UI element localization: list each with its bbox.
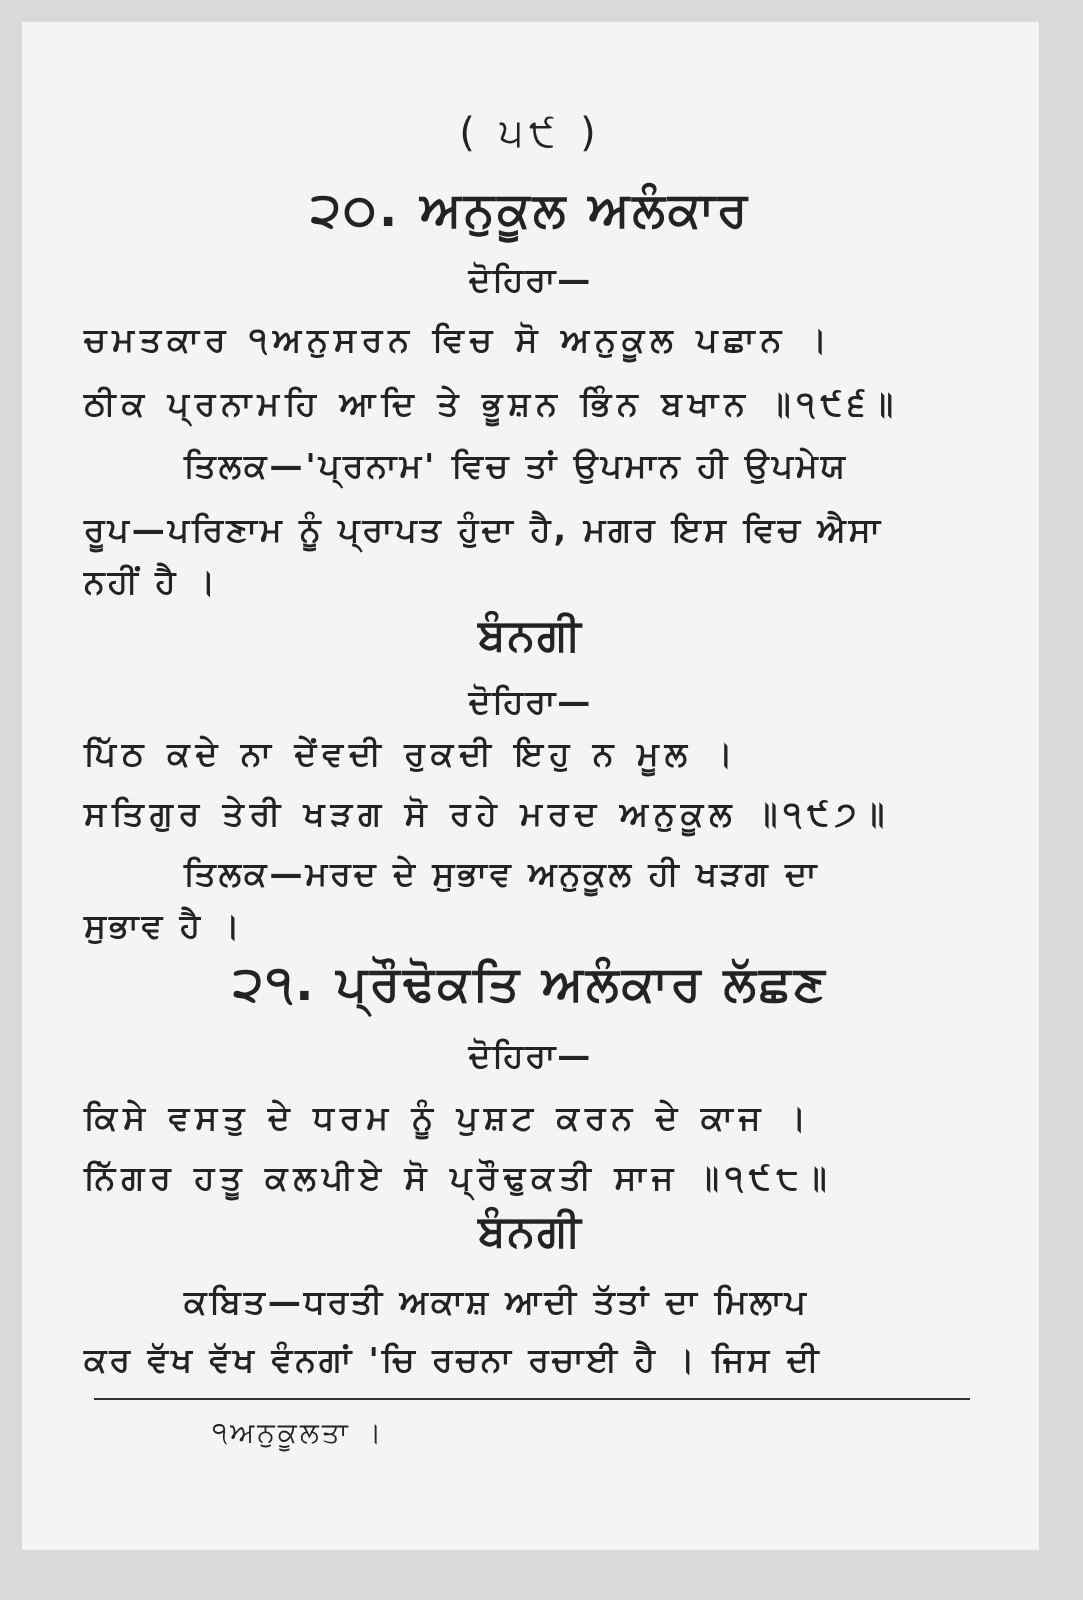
section-21-kabitt-line-1: ਕਬਿਤ—ਧਰਤੀ ਅਕਾਸ਼ ਆਦੀ ਤੱਤਾਂ ਦਾ ਮਿਲਾਪ [184, 1282, 809, 1321]
section-20-heading: ੨੦. ਅਨੁਕੂਲ ਅਲੰਕਾਰ [310, 182, 751, 238]
section-21-verse-line-1: ਕਿਸੇ ਵਸਤੁ ਦੇ ਧਰਮ ਨੂੰ ਪੁਸ਼ਟ ਕਰਨ ਦੇ ਕਾਜ । [84, 1098, 813, 1137]
page-number: ( ੫੯ ) [459, 110, 602, 156]
section-21-heading: ੨੧. ਪ੍ਰੌਢੋਕਤਿ ਅਲੰਕਾਰ ਲੱਛਣ [233, 956, 828, 1012]
section-21-example-heading: ਬੰਨਗੀ [478, 1206, 583, 1257]
section-20-tilak-line-3: ਨਹੀਂ ਹੈ । [84, 562, 219, 601]
section-20-verse-line-2: ਠੀਕ ਪ੍ਰਨਾਮਹਿ ਆਦਿ ਤੇ ਭੂਸ਼ਨ ਭਿੰਨ ਬਖਾਨ ॥੧੯੬॥ [84, 384, 900, 423]
section-20-example-verse-line-2: ਸਤਿਗੁਰ ਤੇਰੀ ਖੜਗ ਸੋ ਰਹੇ ਮਰਦ ਅਨੁਕੂਲ ॥੧੯੭॥ [84, 794, 891, 833]
section-20-example-dohira-label: ਦੋਹਿਰਾ— [468, 682, 593, 721]
section-20-verse-line-1: ਚਮਤਕਾਰ ੧ਅਨੁਸਰਨ ਵਿਚ ਸੋ ਅਨੁਕੂਲ ਪਛਾਨ । [84, 320, 833, 359]
section-21-verse-line-2: ਨਿੱਗਰ ਹਤੂ ਕਲਪੀਏ ਸੋ ਪ੍ਰੌਢੁਕਤੀ ਸਾਜ ॥੧੯੮॥ [84, 1158, 833, 1197]
section-21-kabitt-line-2: ਕਰ ਵੱਖ ਵੱਖ ਵੰਨਗਾਂ 'ਚਿ ਰਚਨਾ ਰਚਾਈ ਹੈ । ਜਿਸ ਦੀ [84, 1340, 822, 1379]
section-20-example-heading: ਬੰਨਗੀ [478, 610, 583, 661]
section-20-example-tilak-line-1: ਤਿਲਕ—ਮਰਦ ਦੇ ਸੁਭਾਵ ਅਨੁਕੂਲ ਹੀ ਖੜਗ ਦਾ [184, 854, 820, 893]
section-20-tilak-line-2: ਰੂਪ—ਪਰਿਣਾਮ ਨੂੰ ਪ੍ਰਾਪਤ ਹੁੰਦਾ ਹੈ, ਮਗਰ ਇਸ ਵਿਚ ਐਸਾ [84, 510, 884, 549]
section-20-example-tilak-line-2: ਸੁਭਾਵ ਹੈ । [84, 906, 243, 945]
section-21-dohira-label: ਦੋਹਿਰਾ— [468, 1036, 593, 1075]
section-20-example-verse-line-1: ਪਿੱਠ ਕਦੇ ਨਾ ਦੇਂਵਦੀ ਰੁਕਦੀ ਇਹੁ ਨ ਮੂਲ । [84, 734, 739, 773]
section-20-tilak-line-1: ਤਿਲਕ—'ਪ੍ਰਨਾਮ' ਵਿਚ ਤਾਂ ਉਪਮਾਨ ਹੀ ਉਪਮੇਯ [184, 446, 848, 485]
section-20-dohira-label: ਦੋਹਿਰਾ— [468, 260, 593, 299]
footnote-divider [94, 1398, 970, 1400]
scanned-page [22, 22, 1039, 1550]
footnote: ੧ਅਨੁਕੂਲਤਾ । [212, 1416, 385, 1449]
